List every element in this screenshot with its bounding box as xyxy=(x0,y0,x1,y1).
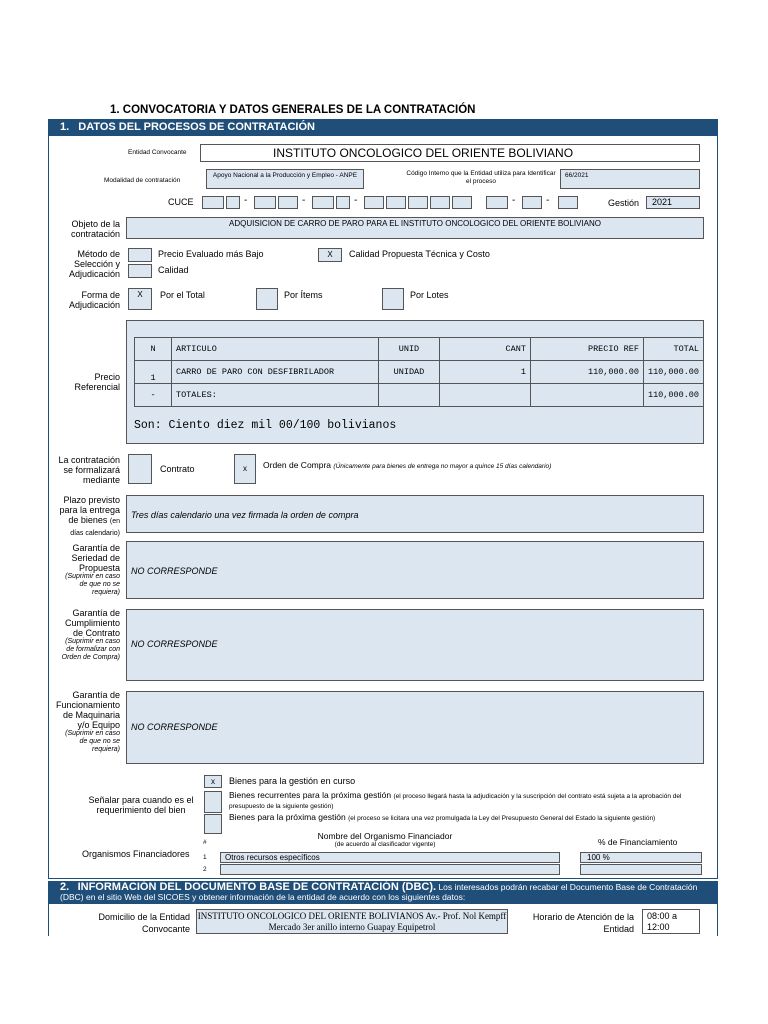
recurrentes-note: (el proceso llegará hasta la adjudicación y la suscripción del contrato está sujeta a la aprobación del presupuesto de la siguiente gestión) xyxy=(229,793,682,810)
cuce-box-9[interactable] xyxy=(408,196,428,209)
section-1-title: DATOS DEL PROCESOS DE CONTRATACIÓN xyxy=(78,121,315,133)
horario-value: 08:00 a 12:00 xyxy=(647,911,678,932)
header-total: TOTAL xyxy=(643,338,703,361)
cell-articulo: CARRO DE PARO CON DESFIBRILADOR xyxy=(171,361,378,384)
cuce-dash: - xyxy=(354,195,358,206)
metodo-precio-label: Precio Evaluado más Bajo xyxy=(158,249,264,259)
forma-items-label: Por Ítems xyxy=(284,290,323,300)
org-row-1-name-field[interactable] xyxy=(220,852,560,863)
objeto-label: Objeto de la contratación xyxy=(70,219,120,239)
table-row xyxy=(135,361,704,384)
codigo-value: 66/2021 xyxy=(565,172,589,179)
funcionamiento-field[interactable] xyxy=(126,691,704,764)
forma-total-label: Por el Total xyxy=(160,290,205,300)
horario-label: Horario de Atención de la Entidad xyxy=(532,912,634,934)
org-col-name: Nombre del Organismo Financiador xyxy=(317,831,453,841)
cell-total: 110,000.00 xyxy=(643,361,703,384)
org-row-1-name: Otros recursos específicos xyxy=(225,853,320,862)
forma-total-checkbox[interactable] xyxy=(128,288,152,310)
cuce-dash: - xyxy=(244,195,248,206)
domicilio-value: INSTITUTO ONCOLOGICO DEL ORIENTE BOLIVIANOS Av.- Prof. Nol Kempff Mercado 3er anillo interno Guapay Equipetrol xyxy=(197,911,507,932)
header-cant: CANT xyxy=(439,338,530,361)
modalidad-label: Modalidad de contratación xyxy=(104,177,181,184)
forma-items-checkbox[interactable] xyxy=(256,288,278,310)
cuce-box-10[interactable] xyxy=(430,196,450,209)
metodo-calidad-label: Calidad xyxy=(158,265,189,275)
funcionamiento-label xyxy=(56,690,120,754)
forma-lotes-checkbox[interactable] xyxy=(382,288,404,310)
codigo-field[interactable] xyxy=(560,169,700,189)
cuce-box-3[interactable] xyxy=(254,196,276,209)
cuce-box-12[interactable] xyxy=(486,196,508,209)
cell-n: 1 xyxy=(135,361,172,384)
seriedad-field[interactable] xyxy=(126,541,704,599)
org-row-2-number: 2 xyxy=(203,866,207,873)
totals-dash: - xyxy=(135,384,172,407)
funcionamiento-label-main: Garantía de Funcionamiento de Maquinaria y/o Equipo xyxy=(56,690,121,730)
orden-compra-note: (Únicamente para bienes de entrega no mayor a quince 15 días calendario) xyxy=(333,463,552,470)
header-n: N xyxy=(135,338,172,361)
entidad-field[interactable] xyxy=(200,144,700,162)
cuce-box-6[interactable] xyxy=(336,196,350,209)
orden-compra-checkbox[interactable] xyxy=(234,454,256,484)
gestion-label: Gestión xyxy=(608,198,640,208)
domicilio-label: Domicilio de la Entidad Convocante xyxy=(98,912,190,934)
senalar-label: Señalar para cuando es el requerimiento del bien xyxy=(88,795,194,815)
cuce-box-2[interactable] xyxy=(226,196,240,209)
cumplimiento-value: NO CORRESPONDE xyxy=(131,639,218,649)
cumplimiento-label-main: Garantía de Cumplimiento de Contrato xyxy=(64,608,120,638)
metodo-calidad-propuesta-label: Calidad Propuesta Técnica y Costo xyxy=(349,249,490,259)
modalidad-field[interactable] xyxy=(206,169,364,189)
section-2-title: INFORMACIÓN DEL DOCUMENTO BASE DE CONTRATACIÓN (DBC). xyxy=(77,881,437,893)
seriedad-label-main: Garantía de Seriedad de Propuesta xyxy=(71,543,120,573)
totals-empty-2 xyxy=(439,384,530,407)
recurrentes-text xyxy=(229,791,699,811)
proxima-gestion-label: Bienes para la próxima gestión xyxy=(229,812,346,822)
son-text: Son: Ciento diez mil 00/100 bolivianos xyxy=(134,419,397,432)
section-1-header xyxy=(48,119,718,136)
plazo-label-main: Plazo previsto para la entrega de bienes xyxy=(59,495,120,525)
cuce-box-5[interactable] xyxy=(312,196,334,209)
metodo-calidad-propuesta-checkbox[interactable] xyxy=(318,248,342,262)
objeto-field[interactable] xyxy=(126,217,704,239)
cuce-dash: - xyxy=(512,195,516,206)
cuce-dash: - xyxy=(546,195,550,206)
contrato-label: Contrato xyxy=(160,464,195,474)
seriedad-value: NO CORRESPONDE xyxy=(131,566,218,576)
forma-lotes-label: Por Lotes xyxy=(410,290,449,300)
totals-row xyxy=(135,384,704,407)
entidad-value: INSTITUTO ONCOLOGICO DEL ORIENTE BOLIVIANO xyxy=(273,146,574,160)
cuce-box-1[interactable] xyxy=(202,196,224,209)
modalidad-value: Apoyo Nacional a la Producción y Empleo - ANPE xyxy=(212,172,358,179)
org-col-pct: % de Financiamiento xyxy=(598,837,678,847)
cuce-box-7[interactable] xyxy=(364,196,384,209)
header-precio-ref: PRECIO REF xyxy=(530,338,643,361)
gestion-curso-checkbox[interactable] xyxy=(204,775,222,788)
cumplimiento-field[interactable] xyxy=(126,609,704,681)
codigo-label: Código Interno que la Entidad utiliza para Identificar el proceso xyxy=(406,170,556,185)
plazo-value: Tres días calendario una vez firmada la orden de compra xyxy=(131,510,359,520)
entidad-label: Entidad Convocante xyxy=(128,149,187,156)
cuce-box-4[interactable] xyxy=(278,196,298,209)
org-col-name-sub: (de acuerdo al clasificador vigente) xyxy=(334,841,436,848)
seriedad-label xyxy=(56,543,120,597)
cell-unid: UNIDAD xyxy=(378,361,439,384)
objeto-value: ADQUISICION DE CARRO DE PARO PARA EL INSTITUTO ONCOLOGICO DEL ORIENTE BOLIVIANO xyxy=(229,219,601,228)
cumplimiento-label-sub: (Suprimir en caso de formalizar con Orden de Compra) xyxy=(61,638,120,661)
totals-label: TOTALES: xyxy=(171,384,378,407)
org-row-1-number: 1 xyxy=(203,854,207,861)
plazo-label-sub: (en días calendario) xyxy=(70,518,120,537)
cuce-box-13[interactable] xyxy=(522,196,542,209)
forma-label: Forma de Adjudicación xyxy=(68,290,120,310)
cuce-label: CUCE xyxy=(168,197,194,207)
gestion-field[interactable] xyxy=(646,196,700,209)
section-2-intro: Los interesados podrán recabar el Documento Base de Contratación (DBC) en el sitio Web del SICOES y obtener información de la entidad de acuerdo con los siguientes datos: xyxy=(60,882,698,902)
plazo-label xyxy=(54,495,120,539)
metodo-precio-checkbox[interactable] xyxy=(128,248,152,262)
funcionamiento-label-sub: (Suprimir en caso de que no se requiera) xyxy=(65,730,120,753)
cuce-dash: - xyxy=(302,195,306,206)
formaliza-label: La contratación se formalizará mediante xyxy=(58,455,120,485)
senalar-check-mark: x xyxy=(211,777,215,786)
domicilio-field[interactable] xyxy=(196,909,508,934)
org-row-2-name-field[interactable] xyxy=(220,864,560,875)
cell-precio-ref: 110,000.00 xyxy=(530,361,643,384)
recurrentes-checkbox[interactable] xyxy=(204,791,222,813)
plazo-field[interactable] xyxy=(126,495,704,533)
cuce-box-11[interactable] xyxy=(452,196,472,209)
orden-compra-text xyxy=(263,460,593,472)
section-2-number: 2. xyxy=(60,881,70,893)
cell-cant: 1 xyxy=(439,361,530,384)
seriedad-label-sub: (Suprimir en caso de que no se requiera) xyxy=(65,573,120,596)
totals-empty-3 xyxy=(530,384,643,407)
org-row-1-pct: 100 % xyxy=(587,853,610,862)
proxima-gestion-note: (el proceso se licitara una vez promulgada la Ley del Presupuesto General del Estado la siguiente gestión) xyxy=(348,815,656,822)
metodo-calidad-checkbox[interactable] xyxy=(128,264,152,278)
header-articulo: ARTICULO xyxy=(171,338,378,361)
orden-check-mark: x xyxy=(243,464,247,473)
contrato-checkbox[interactable] xyxy=(128,454,152,484)
document-title: 1. CONVOCATORIA Y DATOS GENERALES DE LA CONTRATACIÓN xyxy=(110,104,476,116)
proxima-gestion-text xyxy=(229,813,699,823)
cuce-box-14[interactable] xyxy=(558,196,578,209)
totals-empty-1 xyxy=(378,384,439,407)
items-table xyxy=(134,337,704,407)
org-label: Organismos Financiadores xyxy=(82,849,190,859)
gestion-value: 2021 xyxy=(652,197,673,207)
org-col-name-header xyxy=(300,831,470,848)
funcionamiento-value: NO CORRESPONDE xyxy=(131,722,218,732)
totals-value: 110,000.00 xyxy=(643,384,703,407)
orden-compra-label: Orden de Compra xyxy=(263,460,332,470)
org-row-2-pct-field[interactable] xyxy=(580,864,702,875)
gestion-curso-label: Bienes para la gestión en curso xyxy=(229,776,356,786)
cumplimiento-label xyxy=(56,608,120,662)
recurrentes-label: Bienes recurrentes para la próxima gestión xyxy=(229,790,392,800)
metodo-check-mark: X xyxy=(327,250,333,259)
header-unid: UNID xyxy=(378,338,439,361)
section-1-number: 1. xyxy=(60,121,70,133)
horario-field[interactable] xyxy=(642,909,700,934)
org-hash: # xyxy=(203,839,207,846)
cuce-box-8[interactable] xyxy=(386,196,406,209)
precio-referencial-label: Precio Referencial xyxy=(74,372,120,392)
section-2-header xyxy=(48,881,718,904)
items-table-header-row xyxy=(135,338,704,361)
metodo-label: Método de Selección y Adjudicación xyxy=(68,249,120,279)
org-row-1-pct-field[interactable] xyxy=(580,852,702,863)
proxima-gestion-checkbox[interactable] xyxy=(204,814,222,834)
forma-check-mark: X xyxy=(137,290,143,299)
